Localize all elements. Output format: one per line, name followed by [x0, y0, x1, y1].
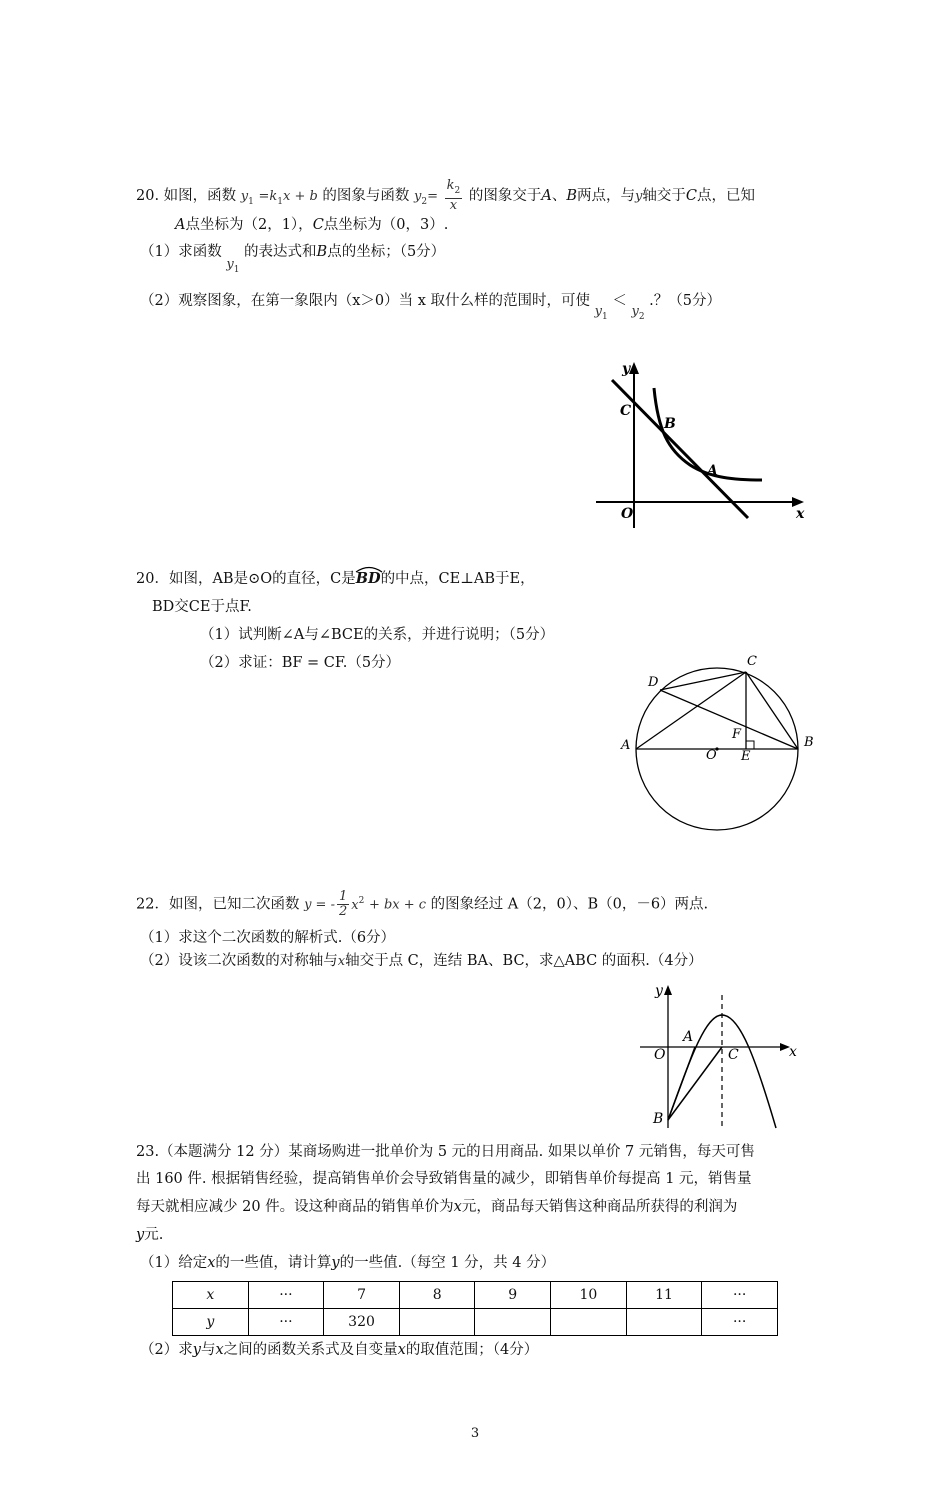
table-cell: ···: [702, 1282, 778, 1309]
table-cell-blank[interactable]: [551, 1309, 627, 1336]
text: （2）求证：BF = CF.（5分）: [200, 655, 401, 671]
point-A: A: [175, 217, 186, 233]
point-B: B: [316, 244, 328, 260]
label-A: A: [621, 738, 631, 753]
label-C: C: [620, 403, 632, 419]
point-C: C: [312, 217, 324, 233]
text: 每天就相应减少 20 件。设这种商品的销售单价为: [136, 1199, 454, 1215]
q23-part1: [140, 1253, 555, 1273]
value-table: [172, 1281, 778, 1336]
text: 的取值范围；（4分）: [405, 1342, 539, 1358]
q23-part2: [140, 1340, 538, 1360]
text: ＜: [612, 293, 627, 309]
table-cell-blank[interactable]: [626, 1309, 702, 1336]
text: 的图象经过 A（2，0）、B（0，－6）两点.: [430, 896, 709, 913]
label-B: B: [664, 416, 676, 432]
var-x: x: [215, 1342, 224, 1358]
table-cell: y: [173, 1309, 249, 1336]
var-x: x: [453, 1199, 462, 1215]
var-x: x: [397, 1342, 406, 1358]
text: （2）求: [140, 1342, 193, 1358]
y-axis-label: y: [635, 189, 643, 204]
q23-line4: [136, 1225, 163, 1245]
label-x: x: [796, 506, 805, 522]
text: 、: [551, 188, 567, 204]
q23-line1: [136, 1142, 755, 1162]
label-x: x: [789, 1044, 797, 1060]
label-D: D: [648, 675, 659, 690]
point-C: C: [685, 188, 697, 204]
text: 的一些值，请计算: [215, 1255, 332, 1271]
table-cell-blank[interactable]: [475, 1309, 551, 1336]
segment-BC: [668, 1047, 722, 1120]
math-y2: $y_2=$: [414, 189, 439, 207]
text: （2）观察图象，在第一象限内（x＞0）当 x 取什么样的范围时，可使: [140, 293, 591, 309]
label-A: A: [683, 1029, 694, 1045]
math-y1: $y_1$: [226, 257, 240, 275]
var-y: y: [136, 1227, 145, 1243]
math-y1: $y_1$: [594, 304, 608, 322]
label-C: C: [747, 654, 757, 669]
text: 之间的函数关系式及自变量: [223, 1342, 398, 1358]
label-B: B: [653, 1111, 664, 1127]
label-O: O: [621, 506, 634, 522]
var-x: x: [207, 1255, 216, 1271]
table-row-x: [173, 1282, 778, 1309]
page-number: 3: [470, 1426, 480, 1441]
table-cell: 10: [551, 1282, 627, 1309]
label-A: A: [707, 463, 718, 479]
text: （1）求这个二次函数的解析式.（6分）: [140, 930, 396, 946]
math-x2: $x^2$: [351, 895, 365, 913]
text: 的中点，CE⊥AB于E，: [380, 571, 535, 587]
text: 出 160 件. 根据销售经验，提高销售单价会导致销售量的减少，即销售单价每提高 1 元，销售量: [136, 1171, 752, 1187]
table-cell: 8: [399, 1282, 475, 1309]
text: 的图象交于: [468, 188, 542, 204]
text: 点，已知: [696, 188, 755, 204]
text: （1）给定: [140, 1255, 208, 1271]
table-cell: 11: [626, 1282, 702, 1309]
math-y1: $y_1$: [240, 189, 254, 207]
arc-bd: BD: [356, 569, 381, 589]
table-row-y: [173, 1309, 778, 1336]
label-C: C: [728, 1047, 739, 1063]
text: 的一些值.（每空 1 分，共 4 分）: [339, 1255, 556, 1271]
label-O: O: [654, 1047, 666, 1063]
text: 与: [200, 1342, 216, 1358]
point-A: A: [541, 188, 552, 204]
math-y2: $y_2$: [631, 304, 645, 322]
segment-BA: [668, 1047, 695, 1120]
table-cell: ···: [248, 1282, 324, 1309]
text: 23.（本题满分 12 分）某商场购进一批单价为 5 元的日用商品. 如果以单价 7 元销售，每天可售: [136, 1144, 755, 1160]
text: 轴交于: [642, 188, 686, 204]
math-y: y = -: [304, 897, 335, 913]
table-cell: 9: [475, 1282, 551, 1309]
text: （1）求函数: [140, 244, 222, 260]
text: 20. 如图，函数: [136, 188, 237, 204]
text: 点的坐标；（5分）: [327, 244, 446, 260]
text: 点坐标为（2，1），: [185, 217, 313, 233]
label-F: F: [732, 727, 742, 742]
math-k1: $=k_1x + b$: [258, 189, 318, 207]
text: 元，商品每天销售这种商品所获得的利润为: [461, 1199, 738, 1215]
label-B: B: [804, 735, 814, 750]
fraction-one-half: $\frac{1}{2}$: [338, 889, 348, 919]
text: 的图象与函数: [322, 188, 410, 204]
text: .？（5分）: [649, 293, 721, 309]
y-axis-arrow: [664, 985, 672, 995]
fraction-k2-over-x: $\frac{k_2}{x}$: [446, 178, 461, 213]
q23-line2: [136, 1169, 752, 1189]
table-cell: ···: [248, 1309, 324, 1336]
label-y: y: [622, 361, 631, 377]
point-B: B: [566, 188, 578, 204]
label-E: E: [741, 749, 751, 764]
text: （1）试判断∠A与∠BCE的关系，并进行说明；（5分）: [200, 627, 555, 643]
math-rest: + bx + c: [368, 897, 427, 913]
text: （2）设该二次函数的对称轴与: [140, 953, 338, 969]
table-cell: 320: [324, 1309, 400, 1336]
q23-line3: [136, 1197, 737, 1217]
text: 20．如图，AB是⊙O的直径，C是: [136, 571, 356, 587]
text: 两点，与: [577, 188, 636, 204]
table-cell: 7: [324, 1282, 400, 1309]
var-y: y: [331, 1255, 340, 1271]
label-O: O: [706, 748, 717, 763]
label-y: y: [655, 983, 663, 999]
text: 元.: [144, 1227, 164, 1243]
table-cell: ···: [702, 1309, 778, 1336]
table-cell-blank[interactable]: [399, 1309, 475, 1336]
var-y: y: [192, 1342, 201, 1358]
text: 轴交于点 C，连结 BA、BC，求△ABC 的面积.（4分）: [345, 953, 703, 969]
math-x: x: [337, 954, 346, 969]
text: 的表达式和: [244, 244, 317, 260]
text: BD交CE于点F.: [152, 599, 252, 615]
text: 22．如图，已知二次函数: [136, 896, 300, 913]
table-cell: x: [173, 1282, 249, 1309]
text: 点坐标为（0，3）.: [323, 217, 449, 233]
